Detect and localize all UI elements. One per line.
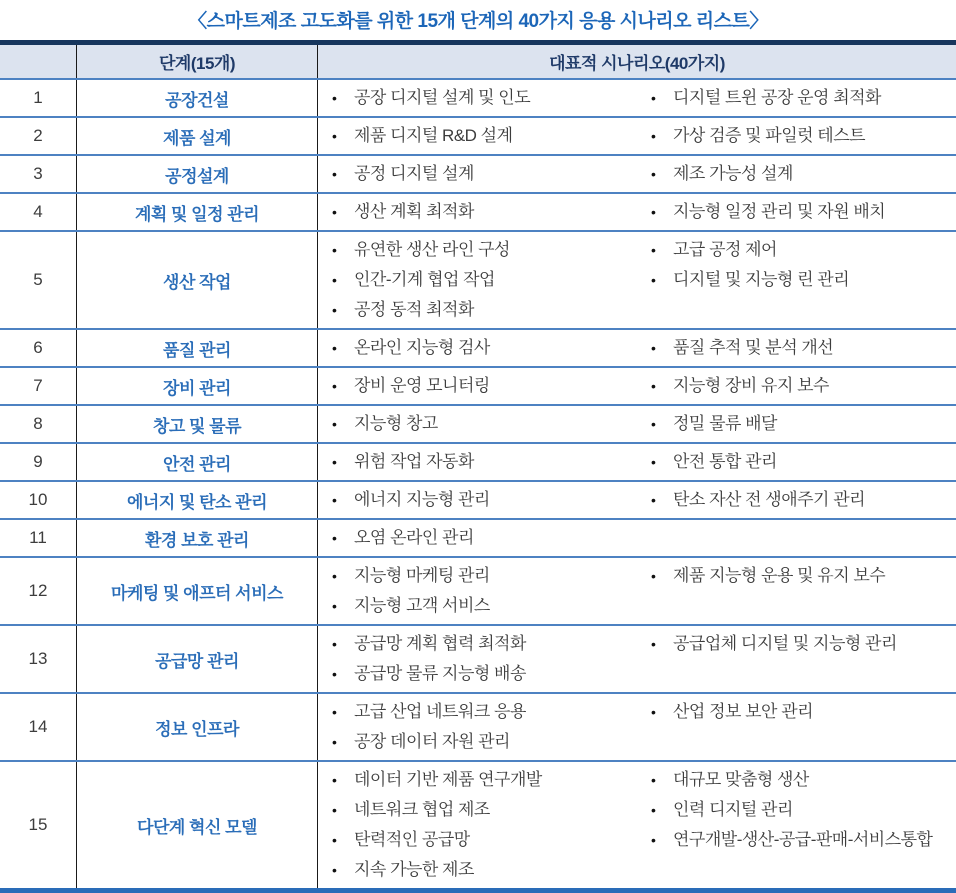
stage-name: 품질 관리	[77, 330, 318, 366]
scenario-cell	[318, 520, 956, 556]
scenario-columns	[318, 370, 956, 402]
table-row	[0, 518, 956, 556]
header-cell-no	[0, 45, 77, 78]
table-row	[0, 192, 956, 230]
bullet-icon: •	[332, 204, 337, 220]
stage-name: 정보 인프라	[77, 694, 318, 760]
scenario-text: 생산 계획 최적화	[354, 202, 474, 221]
scenario-item	[651, 697, 950, 727]
stage-name: 공급망 관리	[77, 626, 318, 692]
scenario-item	[651, 235, 950, 265]
scenario-text: 인간-기계 협업 작업	[354, 270, 495, 289]
scenario-item	[651, 197, 950, 227]
bullet-icon: •	[332, 454, 337, 470]
scenario-item	[651, 447, 950, 477]
scenario-columns	[318, 696, 956, 758]
scenario-text: 장비 운영 모니터링	[354, 376, 490, 395]
bullet-icon: •	[651, 272, 656, 288]
scenario-cell	[318, 194, 956, 230]
bullet-icon: •	[651, 416, 656, 432]
bullet-icon: •	[651, 772, 656, 788]
scenario-cell	[318, 762, 956, 888]
table-row	[0, 78, 956, 116]
bullet-icon: •	[332, 302, 337, 318]
bullet-icon: •	[332, 166, 337, 182]
scenario-cell	[318, 118, 956, 154]
scenario-list-right	[637, 82, 956, 114]
scenario-list-left	[318, 196, 637, 228]
row-number: 8	[0, 406, 77, 442]
scenario-list-right	[637, 332, 956, 364]
scenario-text: 디지털 및 지능형 린 관리	[673, 270, 850, 289]
bullet-icon: •	[332, 492, 337, 508]
scenario-columns	[318, 446, 956, 478]
scenario-item	[332, 523, 631, 553]
scenario-cell	[318, 330, 956, 366]
row-number: 2	[0, 118, 77, 154]
scenario-columns	[318, 628, 956, 690]
table-row	[0, 480, 956, 518]
scenario-list-left	[318, 764, 637, 886]
bullet-icon: •	[651, 378, 656, 394]
table-row	[0, 366, 956, 404]
bullet-icon: •	[651, 802, 656, 818]
page-title: 〈스마트제조 고도화를 위한 15개 단계의 40가지 응용 시나리오 리스트〉	[188, 11, 768, 32]
stage-name: 장비 관리	[77, 368, 318, 404]
scenario-list-left	[318, 82, 637, 114]
scenario-text: 인력 디지털 관리	[673, 800, 793, 819]
stage-name: 공장건설	[77, 80, 318, 116]
scenario-text: 온라인 지능형 검사	[354, 338, 490, 357]
scenario-item	[651, 795, 950, 825]
scenario-columns	[318, 764, 956, 886]
bullet-icon: •	[651, 832, 656, 848]
scenario-list-left	[318, 446, 637, 478]
bullet-icon: •	[332, 416, 337, 432]
scenario-text: 공장 데이터 자원 관리	[354, 732, 510, 751]
scenario-item	[332, 121, 631, 151]
scenario-item	[651, 371, 950, 401]
scenario-cell	[318, 80, 956, 116]
scenario-item	[332, 561, 631, 591]
scenario-list-right	[637, 446, 956, 478]
scenario-columns	[318, 120, 956, 152]
table-row	[0, 760, 956, 888]
stage-name: 마케팅 및 애프터 서비스	[77, 558, 318, 624]
bullet-icon: •	[651, 128, 656, 144]
bullet-icon: •	[332, 734, 337, 750]
scenario-item	[332, 235, 631, 265]
row-number: 4	[0, 194, 77, 230]
scenario-item	[332, 265, 631, 295]
scenario-list-right	[637, 370, 956, 402]
bullet-icon: •	[332, 90, 337, 106]
stage-name: 다단계 혁신 모델	[77, 762, 318, 888]
bullet-icon: •	[332, 242, 337, 258]
scenario-columns	[318, 408, 956, 440]
scenario-text: 정밀 물류 배달	[673, 414, 777, 433]
scenario-cell	[318, 406, 956, 442]
table-row	[0, 230, 956, 328]
scenario-item	[651, 825, 950, 855]
table-row	[0, 116, 956, 154]
bullet-icon: •	[651, 454, 656, 470]
table-body	[0, 78, 956, 888]
bullet-icon: •	[651, 704, 656, 720]
scenario-list-left	[318, 370, 637, 402]
scenario-columns	[318, 522, 956, 554]
scenario-table	[0, 40, 956, 893]
scenario-item	[651, 561, 950, 591]
bullet-icon: •	[332, 704, 337, 720]
table-row	[0, 154, 956, 192]
scenario-list-right	[637, 484, 956, 516]
scenario-columns	[318, 234, 956, 326]
table-row	[0, 404, 956, 442]
row-number: 14	[0, 694, 77, 760]
scenario-text: 공장 디지털 설계 및 인도	[354, 88, 531, 107]
row-number: 9	[0, 444, 77, 480]
scenario-item	[332, 83, 631, 113]
scenario-item	[332, 333, 631, 363]
bullet-icon: •	[332, 378, 337, 394]
row-number: 12	[0, 558, 77, 624]
scenario-text: 가상 검증 및 파일럿 테스트	[673, 126, 866, 145]
scenario-item	[651, 159, 950, 189]
table-header-row	[0, 45, 956, 78]
bullet-icon: •	[332, 272, 337, 288]
table-row	[0, 624, 956, 692]
scenario-text: 지능형 창고	[354, 414, 438, 433]
scenario-item	[332, 159, 631, 189]
header-cell-stage: 단계(15개)	[77, 45, 318, 78]
scenario-item	[332, 409, 631, 439]
scenario-list-left	[318, 696, 637, 758]
scenario-text: 위험 작업 자동화	[354, 452, 474, 471]
row-number: 3	[0, 156, 77, 192]
bullet-icon: •	[332, 530, 337, 546]
scenario-list-right	[637, 158, 956, 190]
scenario-columns	[318, 196, 956, 228]
stage-name: 제품 설계	[77, 118, 318, 154]
bullet-icon: •	[332, 568, 337, 584]
scenario-columns	[318, 560, 956, 622]
bullet-icon: •	[651, 90, 656, 106]
bullet-icon: •	[651, 204, 656, 220]
scenario-text: 오염 온라인 관리	[354, 528, 474, 547]
scenario-item	[651, 485, 950, 515]
scenario-text: 공정 동적 최적화	[354, 300, 474, 319]
scenario-item	[332, 197, 631, 227]
bullet-icon: •	[651, 166, 656, 182]
scenario-list-right	[637, 764, 956, 886]
scenario-list-left	[318, 234, 637, 326]
header-cell-scenarios: 대표적 시나리오(40가지)	[549, 54, 725, 73]
scenario-list-right	[637, 560, 956, 622]
scenario-list-right	[637, 628, 956, 690]
scenario-text: 지능형 고객 서비스	[354, 596, 490, 615]
stage-name: 창고 및 물류	[77, 406, 318, 442]
scenario-cell	[318, 558, 956, 624]
scenario-cell	[318, 482, 956, 518]
scenario-columns	[318, 484, 956, 516]
scenario-text: 공급업체 디지털 및 지능형 관리	[673, 634, 897, 653]
scenario-item	[651, 83, 950, 113]
bullet-icon: •	[651, 242, 656, 258]
row-number: 13	[0, 626, 77, 692]
scenario-text: 제품 디지털 R&D 설계	[354, 126, 513, 145]
scenario-text: 고급 산업 네트워크 응용	[354, 702, 526, 721]
scenario-item	[332, 765, 631, 795]
scenario-item	[332, 447, 631, 477]
scenario-text: 공급망 계획 협력 최적화	[354, 634, 526, 653]
stage-name: 안전 관리	[77, 444, 318, 480]
scenario-list-right	[637, 234, 956, 326]
scenario-list-left	[318, 408, 637, 440]
scenario-list-left	[318, 628, 637, 690]
bullet-icon: •	[332, 598, 337, 614]
scenario-text: 공정 디지털 설계	[354, 164, 474, 183]
stage-name: 계획 및 일정 관리	[77, 194, 318, 230]
scenario-cell	[318, 156, 956, 192]
bullet-icon: •	[332, 862, 337, 878]
scenario-list-left	[318, 158, 637, 190]
bullet-icon: •	[332, 772, 337, 788]
scenario-list-right	[637, 696, 956, 758]
scenario-text: 고급 공정 제어	[673, 240, 777, 259]
scenario-item	[332, 697, 631, 727]
scenario-text: 제품 지능형 운용 및 유지 보수	[673, 566, 886, 585]
scenario-item	[332, 659, 631, 689]
stage-name: 에너지 및 탄소 관리	[77, 482, 318, 518]
scenario-text: 지속 가능한 제조	[354, 860, 474, 879]
scenario-item	[332, 629, 631, 659]
scenario-list-left	[318, 120, 637, 152]
table-row	[0, 556, 956, 624]
scenario-text: 산업 정보 보안 관리	[673, 702, 814, 721]
scenario-text: 지능형 마케팅 관리	[354, 566, 490, 585]
row-number: 6	[0, 330, 77, 366]
scenario-list-left	[318, 332, 637, 364]
scenario-text: 안전 통합 관리	[673, 452, 777, 471]
scenario-text: 에너지 지능형 관리	[354, 490, 490, 509]
row-number: 10	[0, 482, 77, 518]
bullet-icon: •	[651, 636, 656, 652]
scenario-text: 유연한 생산 라인 구성	[354, 240, 510, 259]
scenario-item	[651, 629, 950, 659]
scenario-item	[332, 485, 631, 515]
bullet-icon: •	[651, 568, 656, 584]
scenario-list-left	[318, 484, 637, 516]
stage-name: 생산 작업	[77, 232, 318, 328]
table-row	[0, 442, 956, 480]
scenario-item	[651, 333, 950, 363]
scenario-text: 탄소 자산 전 생애주기 관리	[673, 490, 866, 509]
bullet-icon: •	[651, 492, 656, 508]
scenario-text: 탄력적인 공급망	[354, 830, 470, 849]
scenario-item	[332, 371, 631, 401]
scenario-cell	[318, 694, 956, 760]
scenario-cell	[318, 232, 956, 328]
scenario-text: 디지털 트윈 공장 운영 최적화	[673, 88, 881, 107]
bullet-icon: •	[332, 832, 337, 848]
scenario-list-left	[318, 560, 637, 622]
scenario-text: 데이터 기반 제품 연구개발	[354, 770, 542, 789]
scenario-item	[651, 265, 950, 295]
scenario-columns	[318, 158, 956, 190]
scenario-item	[332, 295, 631, 325]
bullet-icon: •	[332, 636, 337, 652]
bullet-icon: •	[332, 666, 337, 682]
scenario-item	[651, 409, 950, 439]
scenario-list-right	[637, 522, 956, 554]
scenario-list-left	[318, 522, 637, 554]
scenario-cell	[318, 368, 956, 404]
bullet-icon: •	[332, 802, 337, 818]
stage-name: 환경 보호 관리	[77, 520, 318, 556]
scenario-list-right	[637, 408, 956, 440]
scenario-item	[651, 121, 950, 151]
scenario-item	[332, 795, 631, 825]
scenario-list-right	[637, 196, 956, 228]
scenario-text: 제조 가능성 설계	[673, 164, 793, 183]
row-number: 15	[0, 762, 77, 888]
scenario-text: 품질 추적 및 분석 개선	[673, 338, 834, 357]
table-row	[0, 328, 956, 366]
row-number: 7	[0, 368, 77, 404]
scenario-text: 지능형 장비 유지 보수	[673, 376, 829, 395]
scenario-text: 대규모 맞춤형 생산	[673, 770, 809, 789]
row-number: 5	[0, 232, 77, 328]
scenario-columns	[318, 332, 956, 364]
bullet-icon: •	[651, 340, 656, 356]
bullet-icon: •	[332, 340, 337, 356]
table-row	[0, 692, 956, 760]
scenario-item	[332, 727, 631, 757]
scenario-list-right	[637, 120, 956, 152]
scenario-item	[651, 765, 950, 795]
scenario-text: 지능형 일정 관리 및 자원 배치	[673, 202, 886, 221]
scenario-cell	[318, 444, 956, 480]
scenario-item	[332, 825, 631, 855]
row-number: 1	[0, 80, 77, 116]
bullet-icon: •	[332, 128, 337, 144]
scenario-text: 네트워크 협업 제조	[354, 800, 490, 819]
scenario-text: 공급망 물류 지능형 배송	[354, 664, 526, 683]
scenario-cell	[318, 626, 956, 692]
stage-name: 공정설계	[77, 156, 318, 192]
scenario-columns	[318, 82, 956, 114]
row-number: 11	[0, 520, 77, 556]
scenario-text: 연구개발-생산-공급-판매-서비스통합	[673, 830, 933, 849]
scenario-item	[332, 591, 631, 621]
